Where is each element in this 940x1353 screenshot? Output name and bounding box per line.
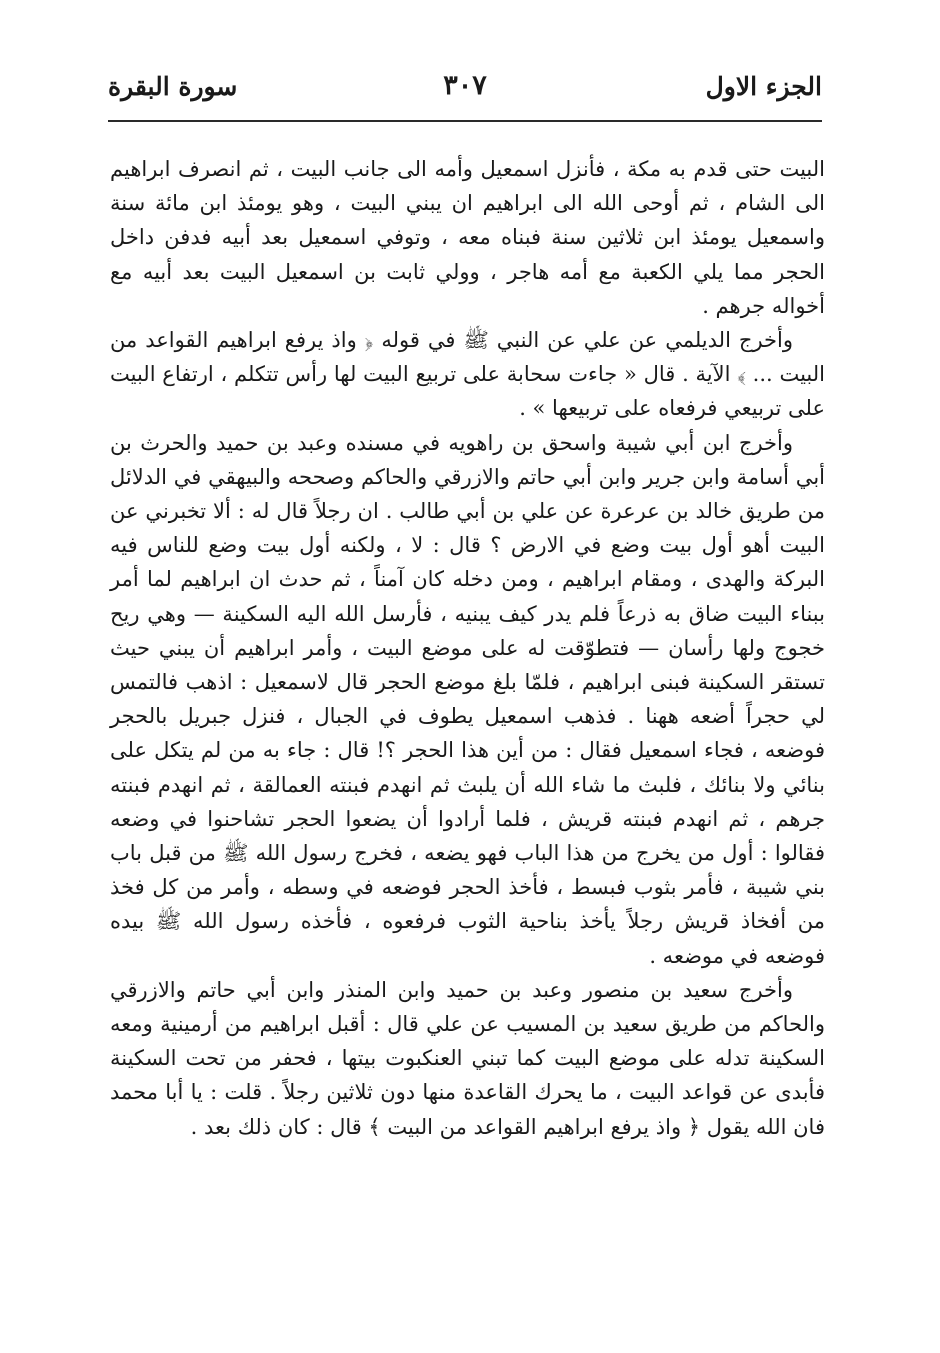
page-header (108, 62, 822, 112)
paragraph-1: البيت حتى قدم به مكة ، فأنزل اسمعيل وأمه الى جانب البيت ، ثم انصرف ابراهيم الى الشام ، ثم أوحى الله الى ابراهيم ان يبني البيت ، وهو يومئذ ابن مائة سنة واسمعيل يومئذ ابن ثلاثين سنة فبناه معه ، وتوفي اسمعيل بعد أبيه فدفن داخل الحجر مما يلي الكعبة مع أمه هاجر ، وولي ثابت بن اسمعيل البيت بعد أبيه مع أخواله جرهم . (110, 157, 825, 318)
header-rule (108, 120, 822, 122)
page-body (110, 152, 825, 1144)
page-number: ٣٠٧ (443, 70, 487, 101)
part-title: الجزء الاول (705, 72, 822, 101)
surah-title: سورة البقرة (108, 72, 238, 101)
paragraph-3: وأخرج ابن أبي شيبة واسحق بن راهويه في مسنده وعبد بن حميد والحرث بن أبي أسامة وابن جرير وابن أبي حاتم والازرقي والحاكم وصححه والبيهقي في الدلائل من طريق خالد بن عرعرة عن علي بن أبي طالب . ان رجلاً قال له : ألا تخبرني عن البيت أهو أول بيت وضع في الارض ؟ قال : لا ، ولكنه أول بيت وضع للناس فيه البركة والهدى ، ومقام ابراهيم ، ومن دخله كان آمناً ، ثم حدث ان ابراهيم لما أمر ببناء البيت ضاق به ذرعاً فلم يدر كيف يبنيه ، فأرسل الله اليه السكينة — وهي ريح خجوج ولها رأسان — فتطوّقت له على موضع البيت ، وأمر ابراهيم أن يبني حيث تستقر السكينة فبنى ابراهيم ، فلمّا بلغ موضع الحجر قال لاسمعيل : اذهب فالتمس لي حجراً أضعه ههنا . فذهب اسمعيل يطوف في الجبال ، فنزل جبريل بالحجر فوضعه ، فجاء اسمعيل فقال : من أين هذا الحجر ؟! قال : جاء به من لم يتكل على بنائي ولا بنائك ، فلبث ما شاء الله أن يلبث ثم انهدم فبنته العمالقة ، ثم انهدم فبنته جرهم ، ثم انهدم فبنته قريش ، فلما أرادوا أن يضعوا الحجر تشاحنوا في وضعه فقالوا : أول من يخرج من هذا الباب فهو يضعه ، فخرج رسول الله ﷺ من قبل باب بني شيبة ، فأمر بثوب فبسط ، فأخذ الحجر فوضعه في وسطه ، وأمر من كل فخذ من أفخاذ قريش رجلاً يأخذ بناحية الثوب فرفعوه ، فأخذه رسول الله ﷺ بيده فوضعه في موضعه . (110, 430, 826, 968)
paragraph-4: وأخرج سعيد بن منصور وعبد بن حميد وابن المنذر وابن أبي حاتم والازرقي والحاكم من طريق سعيد بن المسيب عن علي قال : أقبل ابراهيم من أرمينية ومعه السكينة تدله على موضع البيت كما تبني العنكبوت بيتها ، فحفر من تحت السكينة فأبدى عن قواعد البيت ، ما يحرك القاعدة منها دون ثلاثين رجلاً . قلت : يا أبا محمد فان الله يقول ﴿ واذ يرفع ابراهيم القواعد من البيت ﴾ قال : كان ذلك بعد . (110, 977, 825, 1139)
paragraph-2: وأخرج الديلمي عن علي عن النبي ﷺ في قوله ﴿ واذ يرفع ابراهيم القواعد من البيت ... ﴾ الآية . قال « جاءت سحابة على تربيع البيت لها رأس تتكلم ، ارتفاع البيت على تربيعي فرفعاه على تربيعها » . (110, 328, 825, 421)
